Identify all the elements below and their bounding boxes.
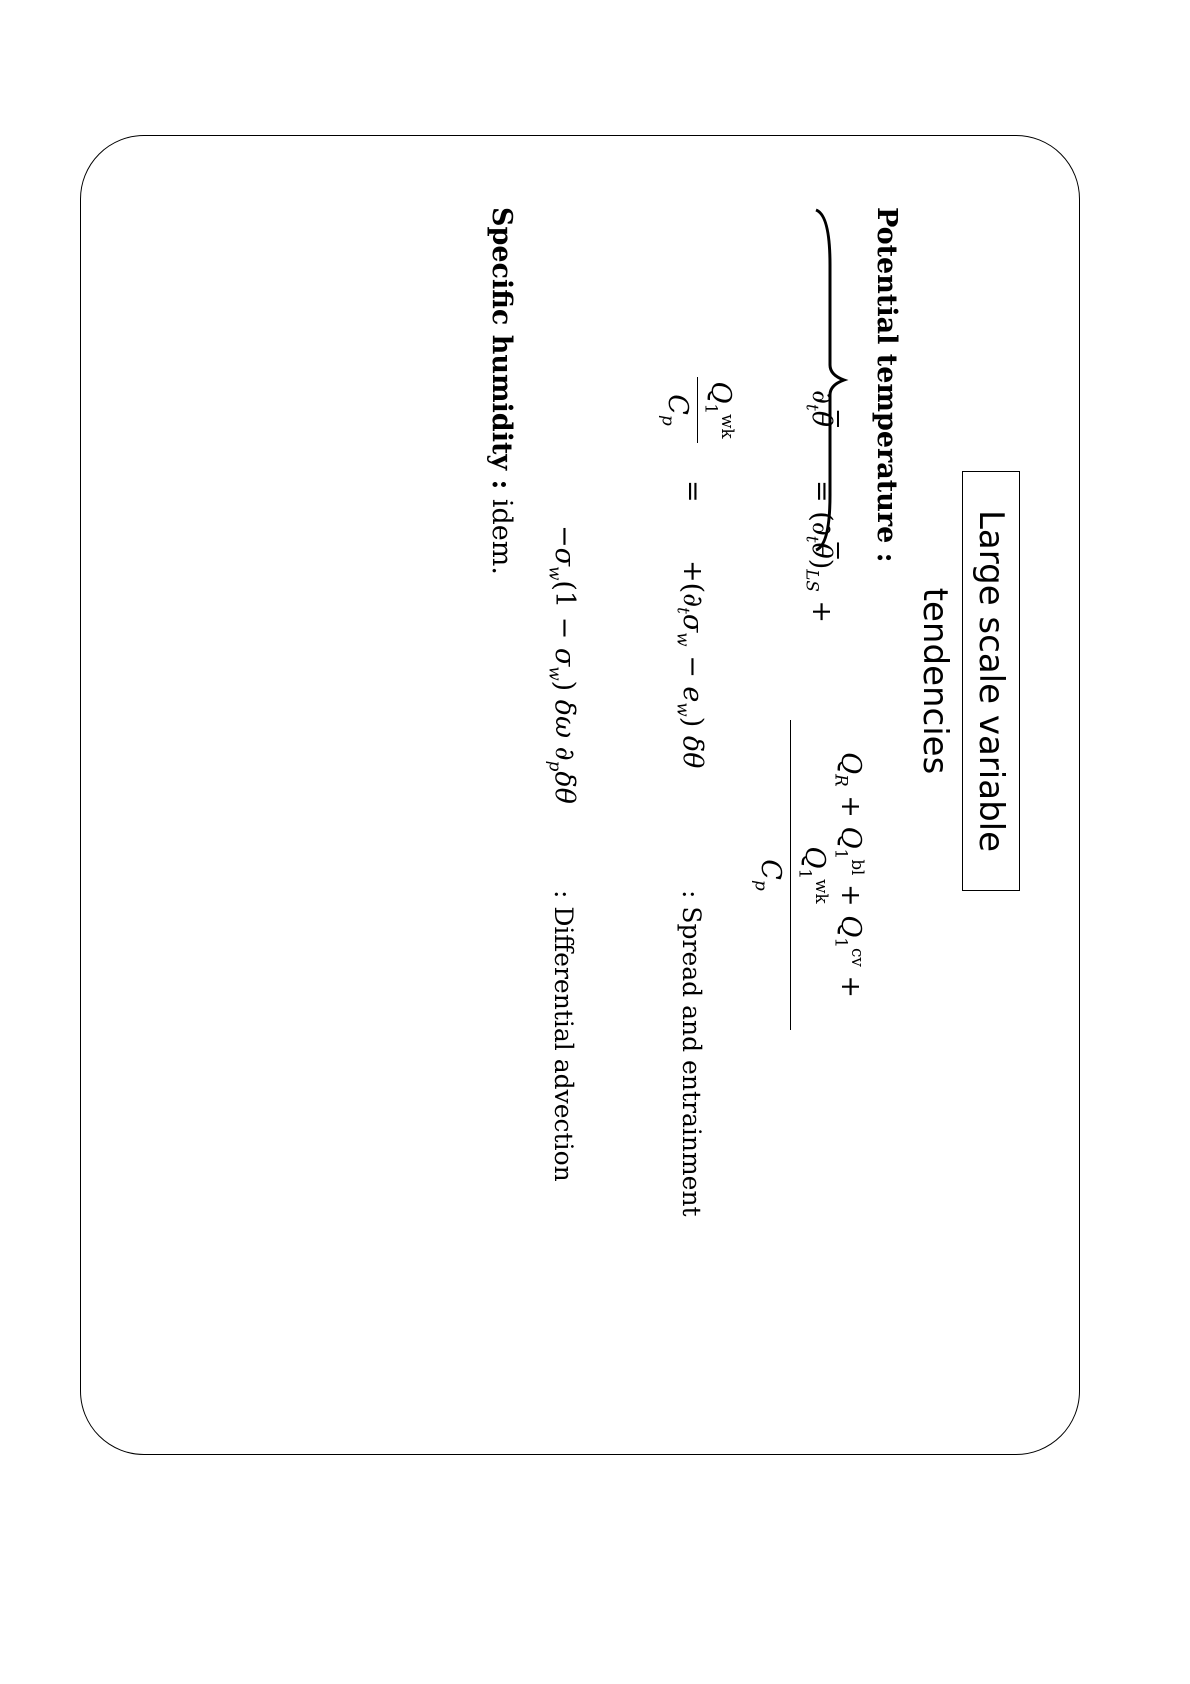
equation-advection-term: $-\sigma_w(1 - \sigma_w)$ δω $\partial_p\delta\theta$ — [545, 525, 580, 804]
slide-title-text: Large scale variable tendencies — [915, 509, 1011, 853]
specific-humidity-heading — [486, 207, 517, 575]
slide-content — [80, 135, 1080, 1455]
specific-humidity-label: Specific humidity : — [486, 207, 517, 490]
slide-title — [915, 471, 1020, 891]
potential-temperature-colon: : — [871, 552, 902, 563]
equation-theta-rhs: = $(\partial_t\overline{\theta})_{LS}$ + — [802, 480, 837, 624]
equation-wake-fraction: $Q_1^{wk}$ $C_p$ — [658, 377, 738, 443]
advection-label: : Differential advection — [549, 890, 578, 1182]
equation-theta-tendency: $\partial_t\overline{\theta}$ — [802, 390, 837, 427]
potential-temperature-heading — [871, 207, 902, 563]
potential-temperature-label: Potential temperature — [871, 207, 902, 544]
specific-humidity-value: idem. — [486, 498, 517, 575]
brace-icon — [810, 205, 850, 555]
equation-heating-fraction: $Q_R + Q_1^{bl} + Q_1^{cv} + Q_1^{wk}$ $C_p$ — [752, 720, 868, 1030]
equation-spread-term: $+(\partial_t\sigma_w - e_w)$ δθ — [673, 560, 708, 769]
spread-label: : Spread and entrainment — [677, 890, 706, 1217]
equation-equals: = — [677, 480, 708, 503]
